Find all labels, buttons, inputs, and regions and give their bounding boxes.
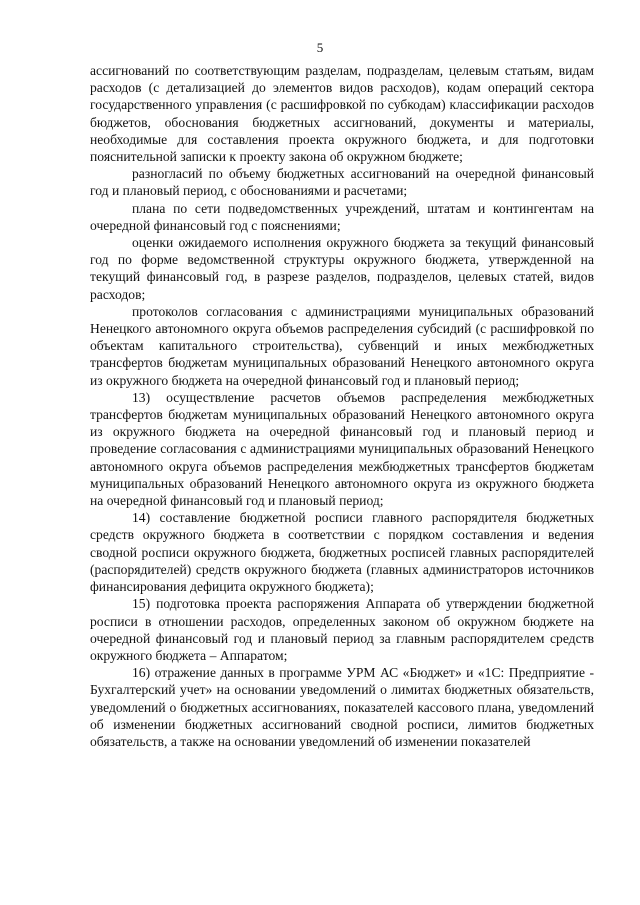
paragraph-item-15: 15) подготовка проекта распоряжения Аппарата об утверждении бюджетной росписи в отношении расходов, определенных законом об окружном бюджете на очередной финансовый год и плановый период за главным распорядителем средств окружного бюджета – Аппаратом; [90, 596, 594, 663]
paragraph-continued: ассигнований по соответствующим разделам, подразделам, целевым статьям, видам расходов (с детализацией до элементов видов расходов), кодам операций сектора государственного управления (с расшифровкой по субкодам) классификации расходов бюджетов, обоснования бюджетных ассигнований, документы и материалы, необходимые для составления проекта окружного бюджета, и для подготовки пояснительной записки к проекту закона об окружном бюджете; [90, 63, 594, 165]
paragraph-disagreements: разногласий по объему бюджетных ассигнований на очередной финансовый год и плановый период, с обоснованиями и расчетами; [90, 166, 594, 199]
paragraph-item-13: 13) осуществление расчетов объемов распределения межбюджетных трансфертов бюджетам муниципальных образований Ненецкого автономного округа из окружного бюджета на очередной финансовый год и плановый период и проведение согласования с администрациями муниципальных образований Ненецкого автономного округа объемов распределения межбюджетных трансфертов бюджетам муниципальных образований Ненецкого автономного округа из окружного бюджета на очередной финансовый год и плановый период; [90, 389, 594, 509]
paragraph-item-16: 16) отражение данных в программе УРМ АС «Бюджет» и «1С: Предприятие - Бухгалтерский учет» на основании уведомлений о лимитах бюджетных обязательств, уведомлений о бюджетных ассигнованиях, показателей кассового плана, уведомлений об изменении бюджетных ассигнований сводной росписи, лимитов бюджетных обязательств, а также на основании уведомлений об изменении показателей [90, 665, 594, 749]
page-number: 5 [316, 40, 324, 55]
paragraph-institutions-plan: плана по сети подведомственных учреждений, штатам и контингентам на очередной финансовый год с пояснениями; [90, 200, 594, 233]
paragraph-item-14: 14) составление бюджетной росписи главного распорядителя бюджетных средств окружного бюджета в соответствии с порядком составления и ведения сводной росписи окружного бюджета, бюджетных росписей главных распорядителей (распорядителей) средств окружного бюджета (главных администраторов источников финансирования дефицита окружного бюджета); [90, 510, 594, 595]
paragraph-protocols: протоколов согласования с администрациями муниципальных образований Ненецкого автономного округа объемов распределения субсидий (с расшифровкой по объектам капитального строительства), субвенций и иных межбюджетных трансфертов бюджетам муниципальных образований Ненецкого автономного округа из окружного бюджета на очередной финансовый год и плановый период; [90, 303, 594, 388]
document-body [90, 62, 594, 750]
paragraph-budget-estimate: оценки ожидаемого исполнения окружного бюджета за текущий финансовый год по форме ведомственной структуры окружного бюджета, утвержденной на текущий финансовый год, в разрезе разделов, подразделов, целевых статей, видов расходов; [90, 235, 594, 302]
